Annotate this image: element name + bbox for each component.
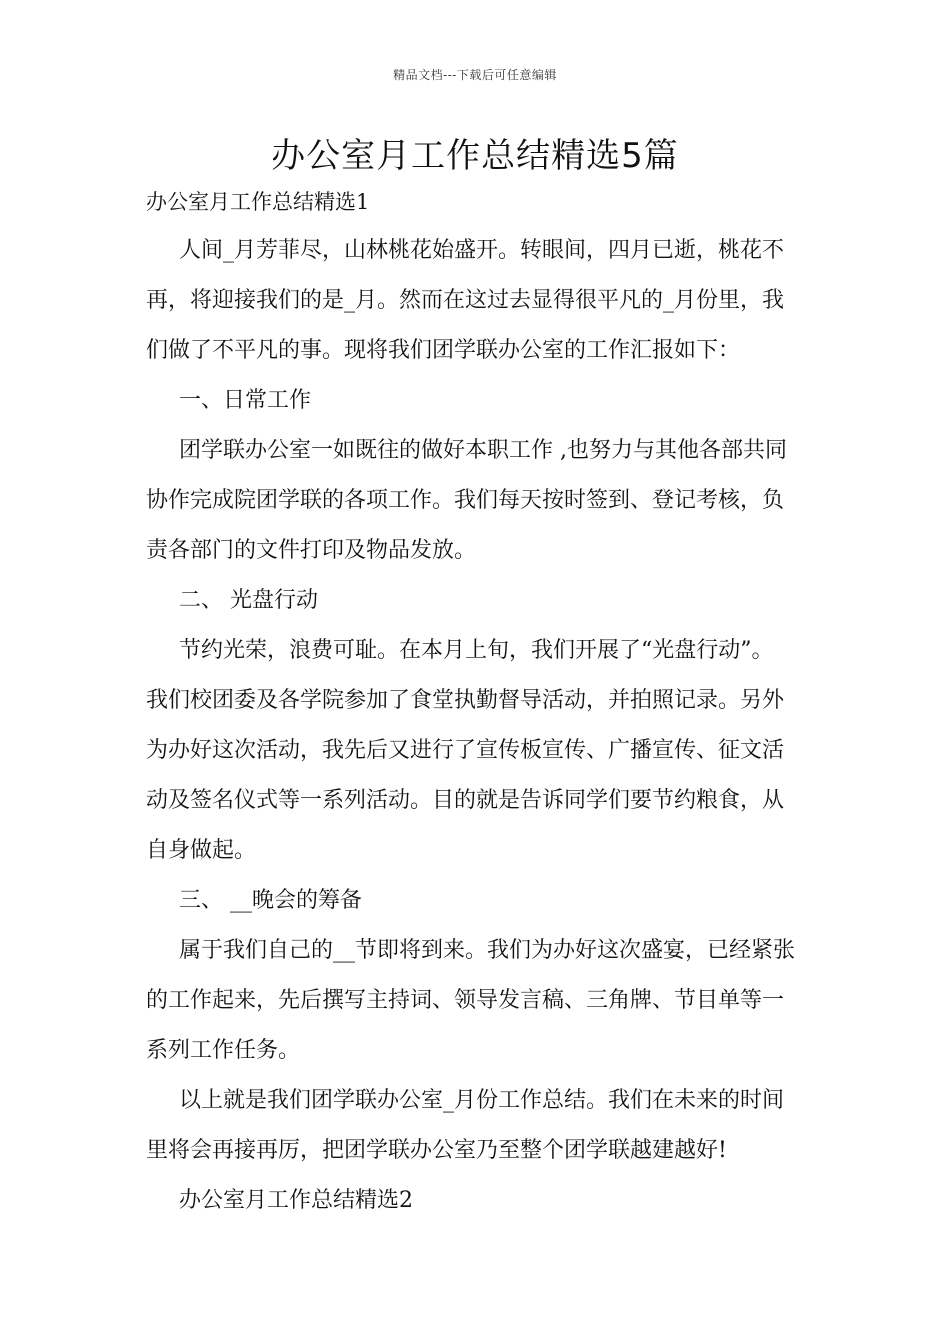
text-line: 三、 __晚会的筹备 [179,888,362,913]
text-line: 再，将迎接我们的是_月。然而在这过去显得很平凡的_月份里，我 [146,288,785,313]
text-line: 动及签名仪式等一系列活动。目的就是告诉同学们要节约粮食，从 [146,788,785,813]
text-line: 二、 光盘行动 [179,588,318,613]
text-line: 们做了不平凡的事。现将我们团学联办公室的工作汇报如下： [146,338,741,363]
header-note: 精品文档---下载后可任意编辑 [393,68,557,82]
text-line: 自身做起。 [146,838,257,863]
text-line: 协作完成院团学联的各项工作。我们每天按时签到、登记考核，负 [146,488,785,513]
text-line: 责各部门的文件打印及物品发放。 [146,538,477,563]
text-line: 节约光荣，浪费可耻。在本月上旬，我们开展了“光盘行动”。 [179,638,774,663]
document-body [146,184,810,1226]
paragraph-summary [146,1076,810,1176]
paragraph-daily-work [146,426,810,576]
subheading-clean-plate [146,576,810,626]
text-line: 系列工作任务。 [146,1038,301,1063]
section-heading-1: 办公室月工作总结精选1 [146,190,370,214]
text-line: 为办好这次活动，我先后又进行了宣传板宣传、广播宣传、征文活 [146,738,785,763]
text-line: 团学联办公室一如既往的做好本职工作 ,也努力与其他各部共同 [179,438,787,463]
paragraph-clean-plate [146,626,810,876]
subheading-daily-work [146,376,810,426]
text-line: 一、日常工作 [179,388,312,413]
text-line: 我们校团委及各学院参加了食堂执勤督导活动，并拍照记录。另外 [146,688,785,713]
text-line: 以上就是我们团学联办公室_月份工作总结。我们在未来的时间 [179,1088,785,1113]
paragraph-gala-prep [146,926,810,1076]
paragraph-intro [146,226,810,376]
subheading-gala-prep [146,876,810,926]
text-line: 的工作起来，先后撰写主持词、领导发言稿、三角牌、节目单等一 [146,988,785,1013]
section-heading-2 [146,1176,810,1226]
text-line: 办公室月工作总结精选2 [179,1188,413,1213]
document-title: 办公室月工作总结精选5篇 [271,136,679,176]
text-line: 属于我们自己的__节即将到来。我们为办好这次盛宴，已经紧张 [179,938,796,963]
text-line: 人间_月芳菲尽，山林桃花始盛开。转眼间，四月已逝，桃花不 [179,238,785,263]
text-line: 里将会再接再厉，把团学联办公室乃至整个团学联越建越好! [146,1138,727,1163]
